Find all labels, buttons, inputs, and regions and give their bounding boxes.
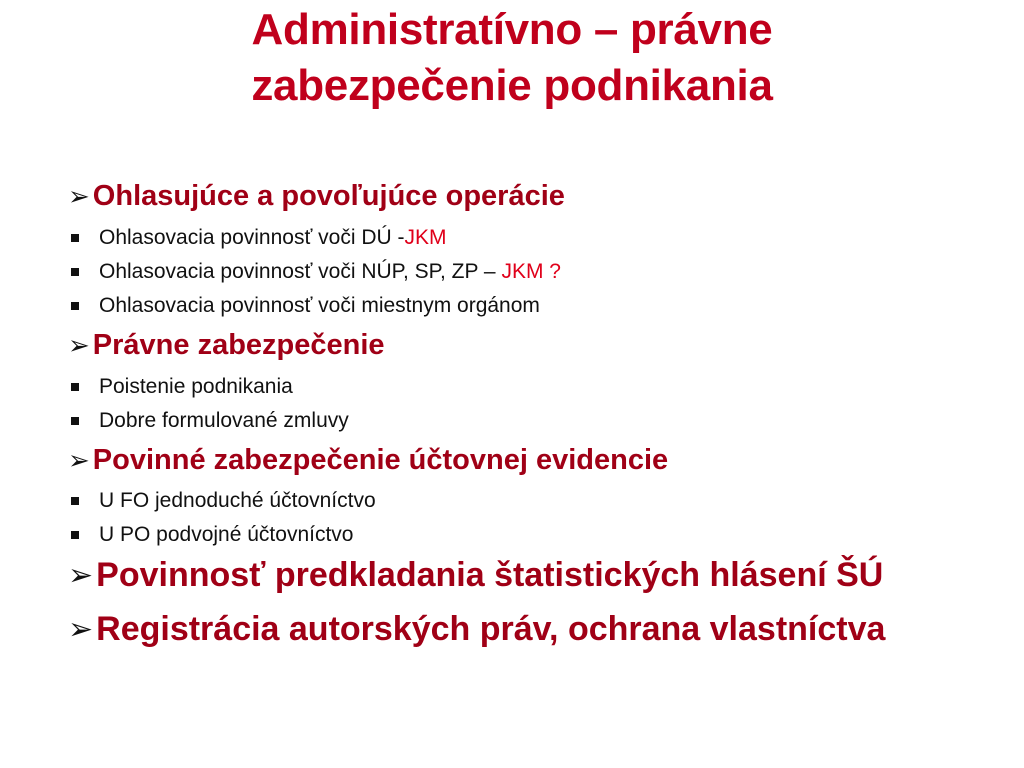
section-heading-pravne bbox=[68, 329, 385, 362]
arrow-bullet-icon: ➢ bbox=[68, 445, 90, 475]
list-item-text: Ohlasovacia povinnosť voči NÚP, SP, ZP – bbox=[99, 260, 502, 283]
list-item-text: Ohlasovacia povinnosť voči miestnym orgánom bbox=[99, 294, 540, 317]
section-heading-uctovnej bbox=[68, 444, 668, 477]
list-item bbox=[71, 260, 561, 284]
slide-title-line-1: Administratívno – právne bbox=[251, 5, 773, 54]
section-heading-registracia bbox=[68, 610, 885, 649]
list-item-highlight: JKM ? bbox=[501, 260, 561, 283]
square-bullet-icon bbox=[71, 268, 79, 276]
arrow-bullet-icon: ➢ bbox=[68, 559, 94, 592]
slide-title-line-2: zabezpečenie podnikania bbox=[251, 61, 773, 110]
section-heading-ohlasujuce bbox=[68, 180, 565, 213]
list-item-text: Ohlasovacia povinnosť voči DÚ - bbox=[99, 226, 405, 249]
list-item-text: Poistenie podnikania bbox=[99, 375, 293, 398]
arrow-bullet-icon: ➢ bbox=[68, 613, 94, 646]
section-heading-text: Ohlasujúce a povoľujúce operácie bbox=[92, 180, 565, 212]
section-heading-text: Právne zabezpečenie bbox=[92, 329, 385, 361]
square-bullet-icon bbox=[71, 302, 79, 310]
square-bullet-icon bbox=[71, 531, 79, 539]
list-item bbox=[71, 294, 540, 318]
list-item bbox=[71, 375, 293, 399]
square-bullet-icon bbox=[71, 383, 79, 391]
arrow-bullet-icon: ➢ bbox=[68, 181, 90, 211]
square-bullet-icon bbox=[71, 497, 79, 505]
list-item-text: U FO jednoduché účtovníctvo bbox=[99, 489, 376, 512]
square-bullet-icon bbox=[71, 234, 79, 242]
section-heading-statistickych bbox=[68, 556, 883, 595]
section-heading-text: Registrácia autorských práv, ochrana vlastníctva bbox=[96, 610, 886, 648]
section-heading-text: Povinné zabezpečenie účtovnej evidencie bbox=[92, 444, 669, 476]
list-item bbox=[71, 489, 376, 513]
list-item bbox=[71, 226, 447, 250]
square-bullet-icon bbox=[71, 417, 79, 425]
list-item-highlight: JKM bbox=[404, 226, 447, 249]
list-item-text: Dobre formulované zmluvy bbox=[99, 409, 349, 432]
arrow-bullet-icon: ➢ bbox=[68, 330, 90, 360]
section-heading-text: Povinnosť predkladania štatistických hlásení ŠÚ bbox=[96, 556, 884, 594]
list-item-text: U PO podvojné účtovníctvo bbox=[99, 523, 354, 546]
list-item bbox=[71, 523, 353, 547]
list-item bbox=[71, 409, 349, 433]
